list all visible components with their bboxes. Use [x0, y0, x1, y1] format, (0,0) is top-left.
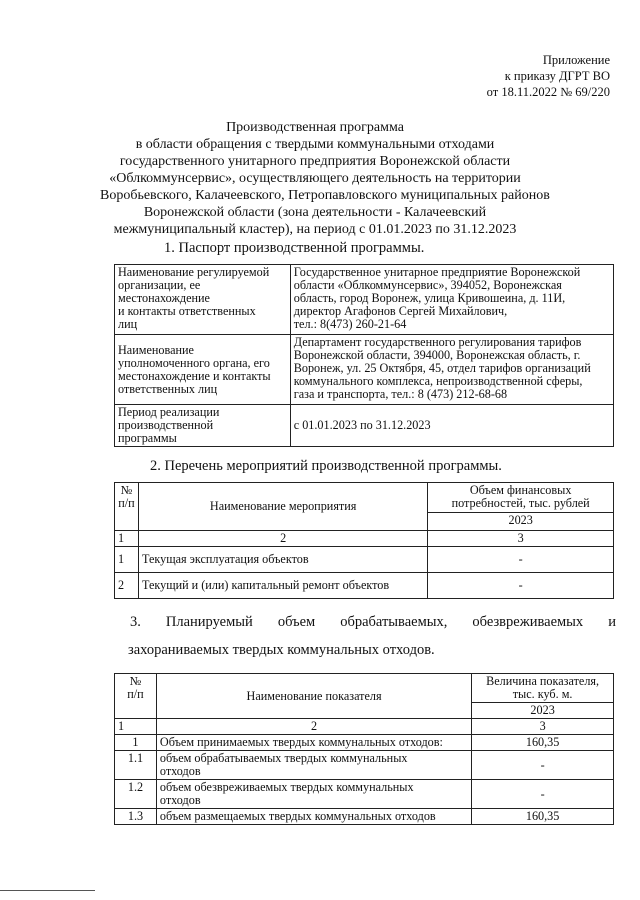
table-row [115, 265, 614, 335]
row-value: - [472, 780, 614, 809]
title-line: «Облкоммунсервис», осуществляющего деятельность на территории [109, 171, 521, 186]
passport-value [290, 265, 613, 335]
section3-line2: захораниваемых твердых коммунальных отходов. [128, 642, 435, 658]
row-value: 160,35 [472, 735, 614, 751]
table-row [115, 674, 614, 703]
section3-word: и [608, 614, 616, 630]
appendix-note [487, 52, 610, 100]
passport-value [290, 335, 613, 405]
text-line: производственной [118, 418, 214, 432]
row-name: Текущая эксплуатация объектов [138, 547, 427, 573]
section3-word: обезвреживаемых [472, 614, 584, 630]
col-name-header: Наименование показателя [156, 674, 471, 719]
appendix-line: Приложение [542, 53, 610, 67]
text-line: № [129, 674, 142, 688]
row-name: объем размещаемых твердых коммунальных отходов [156, 809, 471, 825]
row-num: 1 [115, 547, 139, 573]
section3-word: объем [277, 614, 316, 630]
section3-heading [130, 614, 616, 659]
row-value: - [472, 751, 614, 780]
section1-heading: 1. Паспорт производственной программы. [164, 240, 425, 256]
title-line: государственного унитарного предприятия Воронежской области [119, 154, 511, 169]
text-line: коммунального комплекса, непроизводственной сферы, [293, 374, 583, 388]
text-line: тел.: 8(473) 260-21-64 [293, 317, 407, 331]
row-name: Текущий и (или) капитальный ремонт объектов [138, 573, 427, 599]
volumes-table [114, 673, 614, 825]
table-row [115, 531, 614, 547]
table-row [115, 719, 614, 735]
passport-label [115, 335, 291, 405]
text-line: Департамент государственного регулирования тарифов [293, 335, 582, 349]
row-num: 2 [115, 573, 139, 599]
row-name: Объем принимаемых твердых коммунальных отходов: [156, 735, 471, 751]
text-line: Наименование регулируемой [118, 265, 270, 279]
text-line: п/п [127, 687, 144, 701]
text-line: и контакты ответственных [118, 304, 256, 318]
section2-heading: 2. Перечень мероприятий производственной программы. [150, 458, 502, 474]
section3-word: обрабатываемых, [340, 614, 448, 630]
index-cell: 3 [472, 719, 614, 735]
row-name [156, 780, 471, 809]
text-line: Величина показателя, [486, 674, 600, 688]
table-row [115, 547, 614, 573]
text-line: отходов [159, 764, 201, 778]
section3-number: 3. [130, 614, 141, 630]
text-line: тыс. куб. м. [512, 687, 573, 701]
index-cell: 3 [428, 531, 614, 547]
text-line: уполномоченного органа, его [118, 355, 270, 370]
row-num: 1.2 [115, 780, 157, 809]
year-header: 2023 [472, 703, 614, 719]
appendix-line: к приказу ДГРТ ВО [504, 69, 610, 83]
row-num: 1.1 [115, 751, 157, 780]
text-line: Период реализации [118, 405, 220, 419]
text-line: Объем финансовых [469, 483, 572, 497]
table-row [115, 735, 614, 751]
col-value-header [472, 674, 614, 703]
activities-table [114, 482, 614, 599]
text-line: Воронежской области, 394000, Воронежская область, г. [293, 348, 581, 362]
text-line: п/п [118, 496, 135, 510]
text-line: Государственное унитарное предприятие Воронежской [293, 265, 581, 279]
text-line: лиц [118, 317, 138, 331]
index-cell: 1 [115, 719, 157, 735]
title-line: Производственная программа [226, 120, 404, 135]
appendix-line: от 18.11.2022 № 69/220 [486, 85, 610, 99]
section3-word: Планируемый [165, 614, 253, 630]
table-row [115, 809, 614, 825]
text-line: местонахождение и контакты [118, 368, 271, 383]
index-cell: 2 [156, 719, 471, 735]
text-line: отходов [159, 793, 201, 807]
index-cell: 2 [138, 531, 427, 547]
text-line: область, город Воронеж, улица Кривошеина, д. 11И, [293, 291, 566, 305]
year-header: 2023 [428, 513, 614, 531]
table-row [115, 573, 614, 599]
table-row [115, 335, 614, 405]
row-value: - [428, 547, 614, 573]
text-line: программы [118, 431, 177, 445]
text-line: потребностей, тыс. рублей [451, 496, 590, 510]
table-row [115, 483, 614, 513]
text-line: № [120, 483, 133, 497]
passport-value [290, 405, 613, 447]
text-line: местонахождение [118, 291, 210, 305]
text-line: директор Агафонов Сергей Михайлович, [293, 304, 508, 318]
table-row [115, 751, 614, 780]
text-line: ответственных лиц [118, 381, 218, 396]
footnote-divider [0, 890, 95, 891]
text-line: Воронеж, ул. 25 Октября, 45, отдел тарифов организаций [293, 361, 591, 375]
table-row [115, 780, 614, 809]
passport-label [115, 265, 291, 335]
table-row [115, 405, 614, 447]
col-name-header: Наименование мероприятия [138, 483, 427, 531]
col-volume-header [428, 483, 614, 513]
col-num-header [115, 674, 157, 719]
text-line: газа и транспорта, тел.: 8 (473) 212-68-68 [293, 387, 508, 401]
section3-line1 [130, 614, 616, 631]
title-line: межмуниципальный кластер), на период с 01.01.2023 по 31.12.2023 [113, 222, 517, 237]
title-line: Воронежской области (зона деятельности - Калачеевский [143, 205, 487, 220]
row-num: 1 [115, 735, 157, 751]
passport-table [114, 264, 614, 447]
index-cell: 1 [115, 531, 139, 547]
title-line: в области обращения с твердыми коммунальными отходами [135, 137, 495, 152]
text-line: объем обрабатываемых твердых коммунальных [159, 751, 408, 765]
col-num-header [115, 483, 139, 531]
text-line: области «Облкоммунсервис», 394052, Воронежская [293, 278, 562, 292]
title-line: Воробьевского, Калачеевского, Петропавловского муниципальных районов [100, 188, 550, 203]
text-line: организации, ее [118, 278, 201, 292]
text-line: Наименование [118, 342, 194, 357]
passport-label [115, 405, 291, 447]
text-line: с 01.01.2023 по 31.12.2023 [293, 418, 431, 432]
document-title [100, 119, 550, 238]
row-num: 1.3 [115, 809, 157, 825]
text-line: объем обезвреживаемых твердых коммунальных [159, 780, 414, 794]
row-name [156, 751, 471, 780]
row-value: - [428, 573, 614, 599]
row-value: 160,35 [472, 809, 614, 825]
